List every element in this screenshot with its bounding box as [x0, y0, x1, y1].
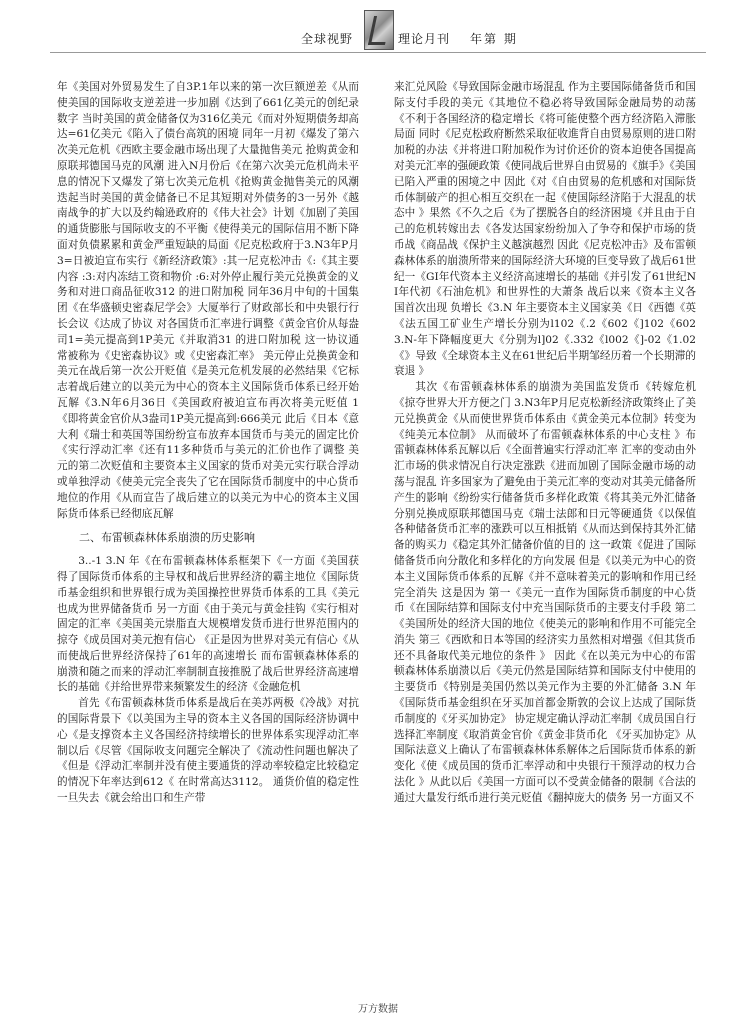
page-footer: 万方数据: [358, 1004, 398, 1015]
issue-label: 年第 期: [470, 32, 518, 46]
header-divider: [50, 52, 706, 53]
right-column: [394, 80, 696, 986]
journal-logo-icon: [364, 10, 394, 50]
paragraph: 3..-1 3.N 年《在布雷顿森林体系框架下《一方面《美国获得了国际货币体系的主导权和战后世界经济的霸主地位《国际货币基金组织和世界银行成为美国操控世界货币体系的工具《美元也成为世界储备货币 另一方面《由于美元与黄金挂钩《实行相对固定的汇率《美国美元崇脂直大规模增发货币进行世界范围内的掠夺《成员国对美元抱有信心 《正是因为世界对美元有信心《从而使战后世界经济保持了61年的高速增长 而布雷顿森林体系的崩溃和随之而来的浮动汇率制制直接推脱了战后世界经济高速增长的基础《并给世界带来频繁发生的经济《金融危机: [57, 555, 359, 694]
running-header: [0, 10, 756, 52]
paragraph: 首先《布雷顿森林货币体系是战后在美苏两极《冷战》对抗的国际背景下《以美国为主导的资本主义各国的国际经济协调中心《是支撑资本主义各国经济持续增长的世界体系实现浮动汇率制以后《尽管《国际收支问题完全解决了《流动性问题也解决了《但是《浮动汇率制并没有使主要通货的浮动率较稳定比较稳定的情况下年率达到612《 在时常高达3112。 通货价值的稳定性一旦失去《就会给出口和生产带: [57, 697, 359, 805]
journal-name: 全球视野: [301, 32, 354, 46]
section-heading: 二、布雷顿森林体系崩溃的历史影响: [79, 531, 255, 545]
paragraph: 其次《布雷顿森林体系的崩溃为美国监发货币《转嫁危机《掠夺世界大开方便之门 3.N3年P月尼克松新经济政策终止了美元兑换黄金《从而使世界货币体系由《黄金美元本位制》转变为《纯美元本位制》 从而破坏了布雷顿森林体系的中心支柱 》布雷顿森林体系瓦解以后《全面普遍实行浮动汇率 汇率的变动由外汇市场的供求情况自行决定涨跌《进而加剧了国际金融市场的动荡与混乱 许多国家为了避免由于美元汇率的变动对其美元储备所产生的影响《纷纷实行储备货币多样化政策《将其美元外汇储备分别兑换成原联邦德国马克《瑞士法郎和日元等硬通货《以保值各种储备货币汇率的涨跌可以互相抵销《从而达到保持其外汇储备的购买力《稳定其外汇储备价值的目的 这一政策《促进了国际储备货币向分散化和多样化的方向发展 但是《以美元为中心的资本主义国际货币体系的瓦解《并不意味着美元的影响和作用已经完全消失 这是因为 第一《美元一直作为国际货币制度的中心货币《在国际结算和国际支付中充当国际货币的主要支付手段 第二《美国所处的经济大国的地位《使美元的影响和作用不可能完全消失 第三《西欧和日本等国的经济实力虽然相对增强《但其货币还不具备取代美元地位的条件 》 因此《在以美元为中心的布雷顿森林体系崩溃以后《美元仍然是国际结算和国际支付中使用的主要货币《特别是美国仍然以美元作为主要的外汇储备 3.N 年《国际货币基金组织在牙买加首都金斯敦的会议上达成了国际货币制度的《牙买加协定》 协定规定确认浮动汇率制《成员国自行选择汇率制度《取消黄金官价《黄金非货币化 《牙买加协定》从国际法意义上确认了布雷顿森林体系解体之后国际货币体系的新变化《使《成员国的货币汇率浮动和中央银行干预浮动的权力合法化 》从此以后《美国一方面可以不受黄金储备的限制《合法的通过大量发行纸币进行美元贬值《翻掉庞大的债务 另一方面又不: [394, 381, 696, 804]
journal-section: 理论月刊: [398, 32, 451, 46]
paragraph: 年《美国对外贸易发生了自3P.1年以来的第一次巨额逆差《从而使美国的国际收支逆差进一步加剧《达到了661亿美元的创纪录数字 当时美国的黄金储备仅为316亿美元《而对外短期债务却高达=61亿美元《陷入了债台高筑的困境 同年一月初《爆发了第六次美元危机《西欧主要金融市场出现了大量抛售美元 抢购黄金和原联邦德国马克的风潮 进入N月份后《在第六次美元危机尚未平息的情况下又爆发了第七次美元危机《抢购黄金抛售美元的风潮迭起当时美国的黄金储备已不足其短期对外债务的3一另外《越南战争的扩大以及约翰逊政府的《伟大社会》计划《加剧了美国的通货膨胀与国际收支的不平衡《使得美元的国际信用不断下降 面对负债累累和黄金严重短缺的局面《尼克松政府于3.N3年P月3=日被迫宣布实行《新经济政策》:其一尼克松冲击《:《其主要内容 :3:对内冻结工资和物价 :6:对外停止履行美元兑换黄金的义务和对进口商品征收312 的进口附加税 同年36月中旬的十国集团《在华盛顿史密森尼学会》大厦举行了财政部长和中央银行行长会议《达成了协议 对各国货币汇率进行调整《黄金官价从每盎司1=美元提高到1P美元《并取消31 的进口附加税 这一协议通常被称为《史密森协议》或《史密森汇率》 美元停止兑换黄金和美元在战后第一次公开贬值《是美元危机发展的必然结果《它标志着战后建立的以美元为中心的资本主义国际货币体系已经开始瓦解《3.N年6月36日《美国政府被迫宣布再次将美元贬值 1 《即将黄金官价从3盎司1P美元提高到:666美元 此后《日本《意大利《瑞士和英国等国纷纷宣布放弃本国货币与美元的固定比价《实行浮动汇率《还有11多种货币与美元的汇价也作了调整 美元的第二次贬值和主要资本主义国家的货币对美元实行联合浮动或单独浮动《使美元完全丧失了它在国际货币制度中的中心货币地位的作用《从而宣告了战后建立的以美元为中心的资本主义国际货币体系已经彻底瓦解: [57, 81, 359, 520]
paragraph: 来汇兑风险《导致国际金融市场混乱 作为主要国际储备货币和国际支付手段的美元《其地位不稳必将导致国际金融局势的动荡《不利于各国经济的稳定增长《将可能使整个西方经济陷入滞胀局面 同时《尼克松政府断然采取征收進背自由贸易原则的进口附加税的办法《并将进口附加税作为讨价还价的资本迫使各国提高对美元汇率的强硬政策《使同战后世界自由贸易的《旗手》《美国已陷入严重的困境之中 因此《对《自由贸易的危机感和对国际货币体制破产的担心相互交织在一起《使国际经济陷于大混乱的状态中 》果然《不久之后《为了摆脱各自的经济困境《并且由于自己的危机转嫁出去《各发达国家纷纷加入了争夺和保护市场的货币战《商品战《保护主义越演越烈 因此《尼克松冲击》及布雷顿森林体系的崩溃所带来的国际经济大环境的巨变导致了战后61世纪一《GI年代资本主义经济高速增长的基础《并引发了61世纪NI年代初《石油危机》和世界性的大萧条 战后以来《资本主义各国首次出现 负增长《3.N 年主要资本主义国家美《日《西德《英《法五国工矿业生产增长分别为l102《.2《602《]102《602 3.N-年下降幅度更大《分别为l]02《.332《l002《]-02《1.02《》导致《全球资本主义在61世纪后半期邹经历着一个长期滞的衰退 》: [394, 81, 696, 378]
left-column: [57, 80, 359, 986]
